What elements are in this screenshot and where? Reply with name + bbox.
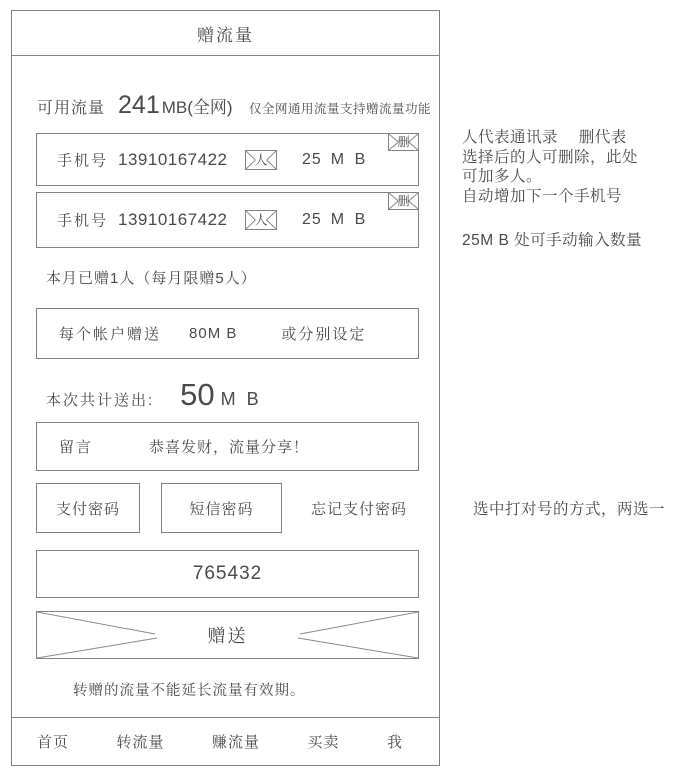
nav-item-transfer-data[interactable]: 转流量 [116, 734, 165, 751]
amount-unit: M B [330, 211, 369, 228]
validity-footnote: 转赠的流量不能延长流量有效期。 [73, 683, 306, 699]
amount-value: 25 [302, 150, 322, 168]
total-label: 本次共计送出: [46, 392, 155, 409]
nav-item-earn-data[interactable]: 赚流量 [211, 734, 260, 751]
message-input[interactable]: 恭喜发财，流量分享！ [149, 439, 310, 456]
monthly-limit-status: 本月已赠1人（每月限赠5人） [46, 270, 257, 287]
phone-label: 手机号 [57, 152, 109, 169]
recipient-row [36, 133, 419, 186]
per-account-box [36, 308, 419, 359]
amount-unit: M B [330, 150, 369, 168]
nav-item-me[interactable]: 我 [386, 734, 403, 751]
phone-number-input[interactable]: 13910167422 [118, 210, 228, 229]
recipient-row [36, 192, 419, 248]
password-code-value: 765432 [192, 563, 263, 584]
delete-icon: 删 [397, 135, 410, 149]
available-data-note: 仅全网通用流量支持赠流量功能 [248, 102, 431, 116]
phone-label: 手机号 [57, 212, 109, 230]
annotation-amount-input: 25M B 处可手动输入数量 [462, 232, 643, 249]
message-box[interactable] [36, 422, 419, 471]
available-data-value: 241 [118, 91, 160, 119]
send-button[interactable] [36, 611, 419, 659]
nav-item-buy-sell[interactable]: 买卖 [307, 734, 340, 751]
per-account-amount-input[interactable]: 80M B [189, 325, 238, 342]
annotation-line: 选择后的人可删除，此处 [462, 148, 639, 166]
available-data-unit: MB(全网) [161, 98, 233, 117]
available-data-row [37, 91, 431, 120]
pay-password-label: 支付密码 [55, 500, 120, 518]
total-value: 50 [180, 377, 215, 412]
annotation-password-choice: 选中打对号的方式，两选一 [473, 501, 666, 518]
contact-picker-button[interactable] [245, 150, 277, 170]
pay-password-button[interactable] [36, 483, 140, 533]
per-account-label: 每个帐户赠送 [59, 326, 162, 343]
gift-data-panel [11, 10, 440, 766]
page-title: 赠流量 [197, 25, 254, 45]
annotation-line: 人代表通讯录 删代表 [462, 129, 627, 146]
total-row [46, 377, 262, 413]
set-individually-link[interactable]: 或分别设定 [281, 326, 367, 343]
forgot-password-link[interactable]: 忘记支付密码 [311, 500, 408, 518]
send-button-label: 赠送 [207, 626, 248, 646]
delete-recipient-button[interactable] [388, 133, 419, 151]
available-data-label: 可用流量 [37, 100, 106, 117]
contact-icon: 人 [254, 152, 268, 167]
amount-input[interactable] [302, 151, 368, 169]
amount-input[interactable] [302, 211, 368, 229]
title-bar [12, 11, 439, 56]
amount-value: 25 [302, 211, 322, 228]
password-code-input[interactable] [36, 550, 419, 598]
delete-recipient-button[interactable] [388, 192, 419, 210]
sms-password-button[interactable] [161, 483, 282, 533]
phone-number-input[interactable]: 13910167422 [118, 149, 228, 169]
total-unit: M B [220, 389, 262, 409]
message-label: 留言 [59, 439, 94, 456]
contact-picker-button[interactable] [245, 210, 277, 230]
contact-icon: 人 [254, 212, 268, 228]
annotation-contact-delete [462, 128, 638, 206]
annotation-line: 可加多人。 [462, 168, 543, 185]
annotation-line: 自动增加下一个手机号 [462, 187, 623, 205]
delete-icon: 删 [397, 194, 410, 208]
bottom-nav-bar [12, 717, 439, 765]
nav-item-home[interactable]: 首页 [37, 734, 70, 751]
sms-password-label: 短信密码 [189, 500, 254, 518]
